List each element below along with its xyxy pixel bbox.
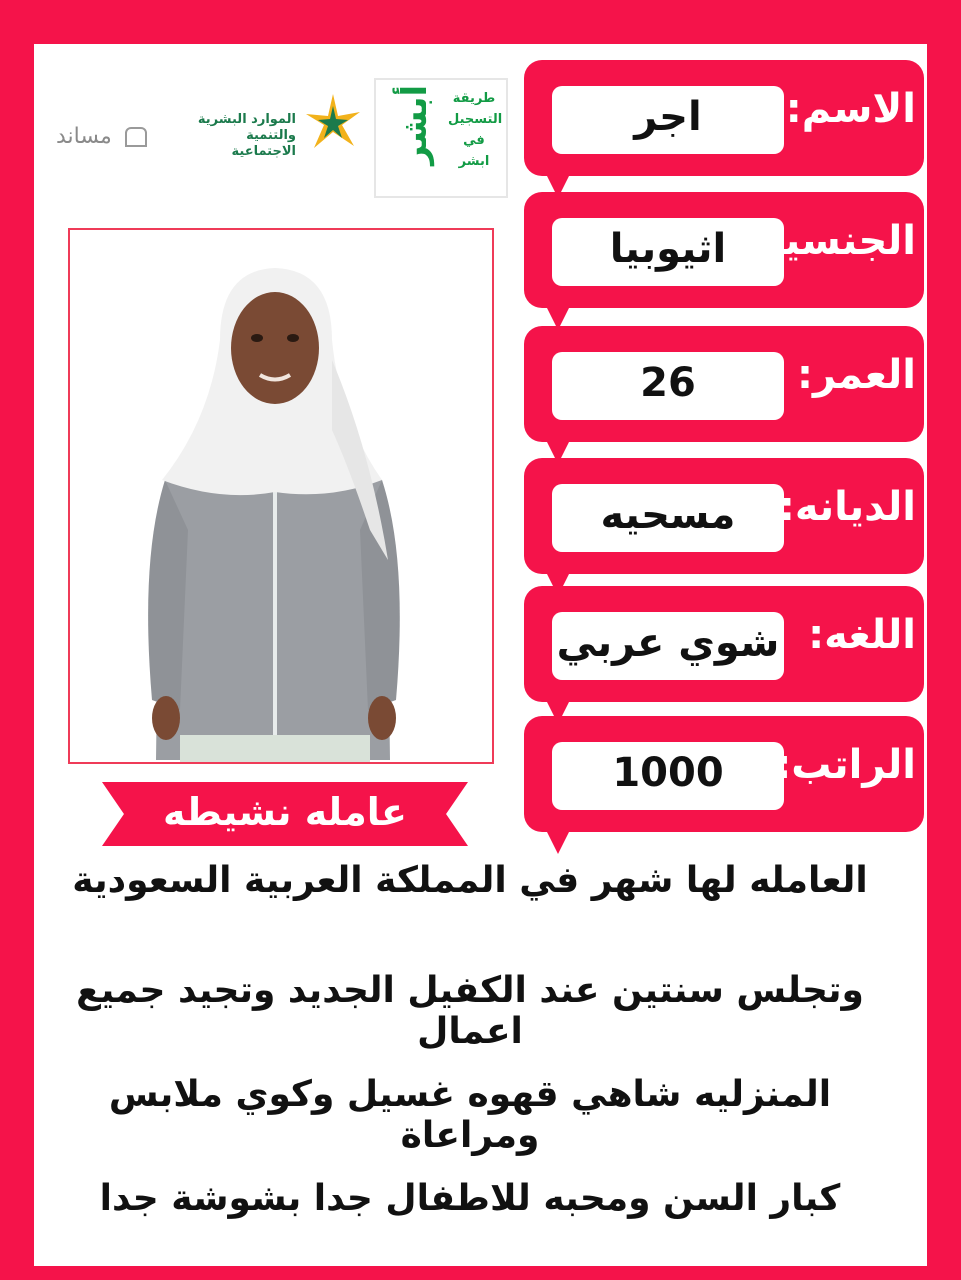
logos-row [56,74,516,204]
field-value: شوي عربي [556,620,780,666]
field-language [524,586,924,702]
field-nationality [524,192,924,308]
field-value: اثيوبيا [609,226,727,272]
ministry-logo-text: الموارد البشرية والتنمية الاجتماعية [197,112,296,159]
field-name [524,60,924,176]
field-age [524,326,924,442]
absher-logo-tagline: طريقة التسجيل في ابشر [448,91,503,169]
absher-logo [374,78,508,198]
banner-text: عامله نشيطه [162,790,408,834]
worker-photo [68,228,494,764]
worker-photo-illustration [70,230,492,762]
description-line-3: المنزليه شاهي قهوه غسيل وكوي ملابس ومراعاة [108,1074,832,1156]
house-icon [125,127,147,147]
description-line-1: العامله لها شهر في المملكة العربية السعودية [72,860,868,901]
speech-tail [546,830,570,854]
highlight-banner [86,776,484,854]
field-value: 1000 [612,750,724,796]
field-value: 26 [640,360,696,406]
field-label: الاسم: [785,86,916,132]
field-value: اجر [634,94,702,140]
field-salary [524,716,924,832]
watermark [768,1222,948,1262]
field-religion [524,458,924,574]
field-label: الديانه: [778,484,916,530]
ministry-star-icon [302,92,364,154]
description-line-4: كبار السن ومحبه للاطفال جدا بشوشة جدا [99,1178,841,1219]
field-label: الراتب: [775,742,916,788]
field-label: العمر: [796,352,916,398]
description-line-2: وتجلس سنتين عند الكفيل الجديد وتجيد جميع اعمال [76,970,864,1052]
musaned-logo-text: مساند [56,124,112,149]
field-label: اللغه: [808,612,916,658]
musaned-logo [56,124,206,154]
field-label: الجنسيه: [744,218,916,264]
absher-logo-word: أبشر [395,84,435,165]
field-value: مسحيه [600,492,736,538]
ministry-logo [197,82,366,192]
